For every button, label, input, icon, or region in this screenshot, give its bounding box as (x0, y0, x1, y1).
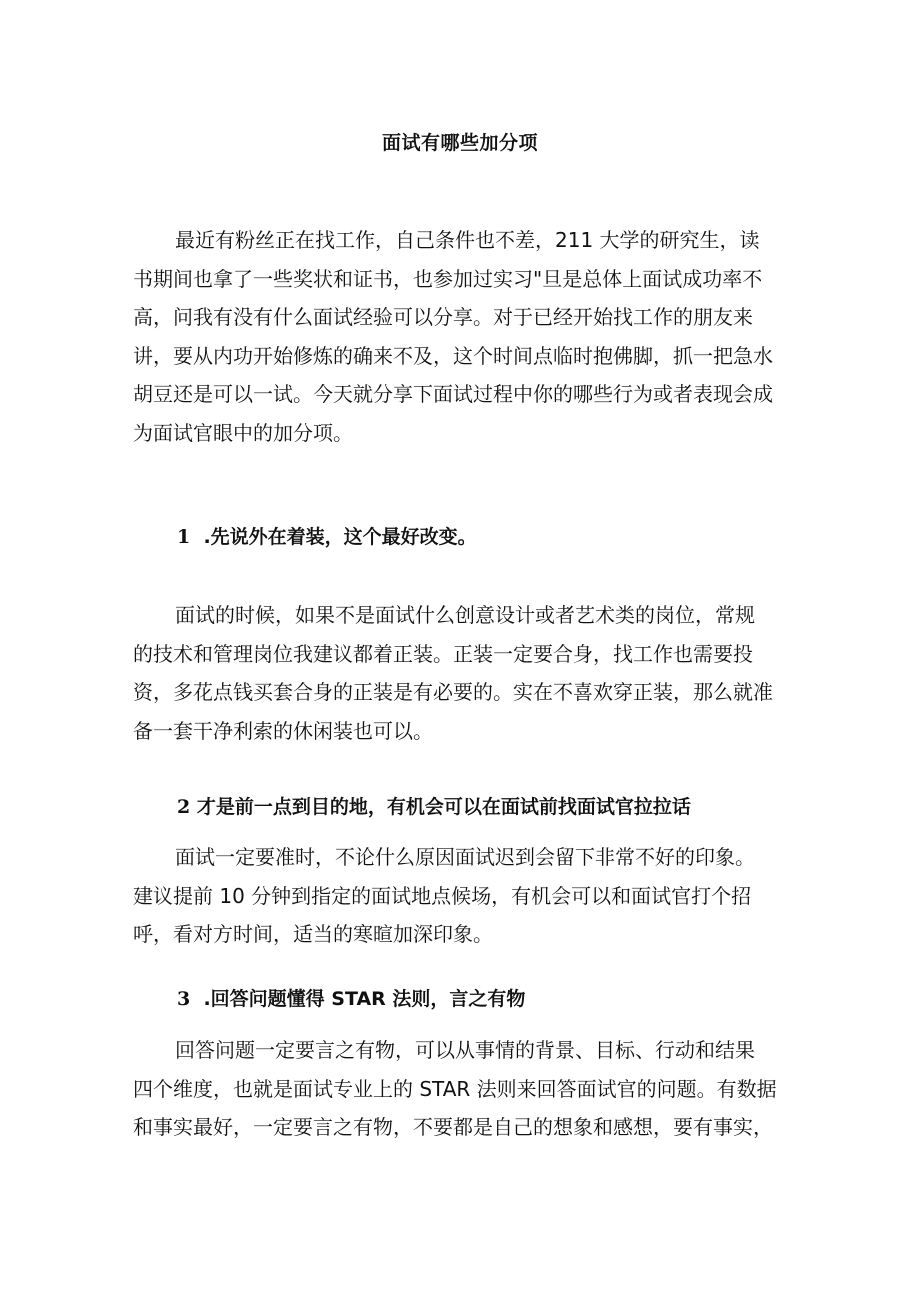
document-title: 面试有哪些加分项 (381, 132, 538, 154)
paragraph-line: 备一套干净利索的休闲装也可以。 (133, 718, 433, 743)
section-heading-punctuality (177, 792, 691, 822)
section-number: 2 (177, 796, 191, 818)
paragraph-line: 呼，看对方时间，适当的寒暄加深印象。 (133, 922, 493, 947)
paragraph-line: 高，问我有没有什么面试经验可以分享。对于已经开始找工作的朋友来 (133, 305, 753, 330)
paragraph-line: 书期间也拿了一些奖状和证书，也参加过实习"旦是总体上面试成功率不 (133, 266, 763, 291)
paragraph-line: 面试的时候，如果不是面试什么创意设计或者艺术类的岗位，常规 (175, 603, 755, 627)
paragraph-line: 最近有粉丝正在找工作，自己条件也不差，211 大学的研究生，读 (175, 228, 760, 252)
paragraph-intro (133, 221, 783, 453)
section-number: 1 (177, 526, 191, 548)
section-heading-text: .先说外在着装，这个最好改变。 (203, 526, 477, 548)
section-heading-text: 才是前一点到目的地，有机会可以在面试前找面试官拉拉话 (196, 796, 691, 818)
paragraph-line: 和事实最好，一定要言之有物，不要都是自己的想象和感想，要有事实， (133, 1115, 773, 1140)
paragraph-line: 回答问题一定要言之有物，可以从事情的背景、目标、行动和结果 (175, 1038, 755, 1062)
paragraph-star (133, 1031, 783, 1147)
paragraph-attire (133, 596, 783, 750)
section-number: 3 (177, 988, 191, 1010)
paragraph-line: 讲，要从内功开始修炼的确来不及，这个时间点临时抱佛脚，抓一把急水 (133, 343, 773, 368)
paragraph-punctuality (133, 838, 783, 954)
section-heading-attire (177, 522, 477, 552)
section-heading-text: .回答问题懂得 STAR 法则，言之有物 (203, 988, 526, 1010)
paragraph-line: 面试一定要准时，不论什么原因面试迟到会留下非常不好的印象。 (175, 845, 755, 869)
paragraph-line: 的技术和管理岗位我建议都着正装。正装一定要合身，找工作也需要投 (133, 641, 753, 666)
paragraph-line: 资，多花点钱买套合身的正装是有必要的。实在不喜欢穿正装，那么就准 (133, 680, 773, 705)
paragraph-line: 四个维度，也就是面试专业上的 STAR 法则来回答面试官的问题。有数据 (133, 1076, 777, 1101)
section-heading-star (177, 984, 525, 1014)
paragraph-line: 为面试官眼中的加分项。 (133, 420, 353, 445)
paragraph-line: 建议提前 10 分钟到指定的面试地点候场，有机会可以和面试官打个招 (133, 883, 752, 908)
paragraph-line: 胡豆还是可以一试。今天就分享下面试过程中你的哪些行为或者表现会成 (133, 382, 773, 407)
